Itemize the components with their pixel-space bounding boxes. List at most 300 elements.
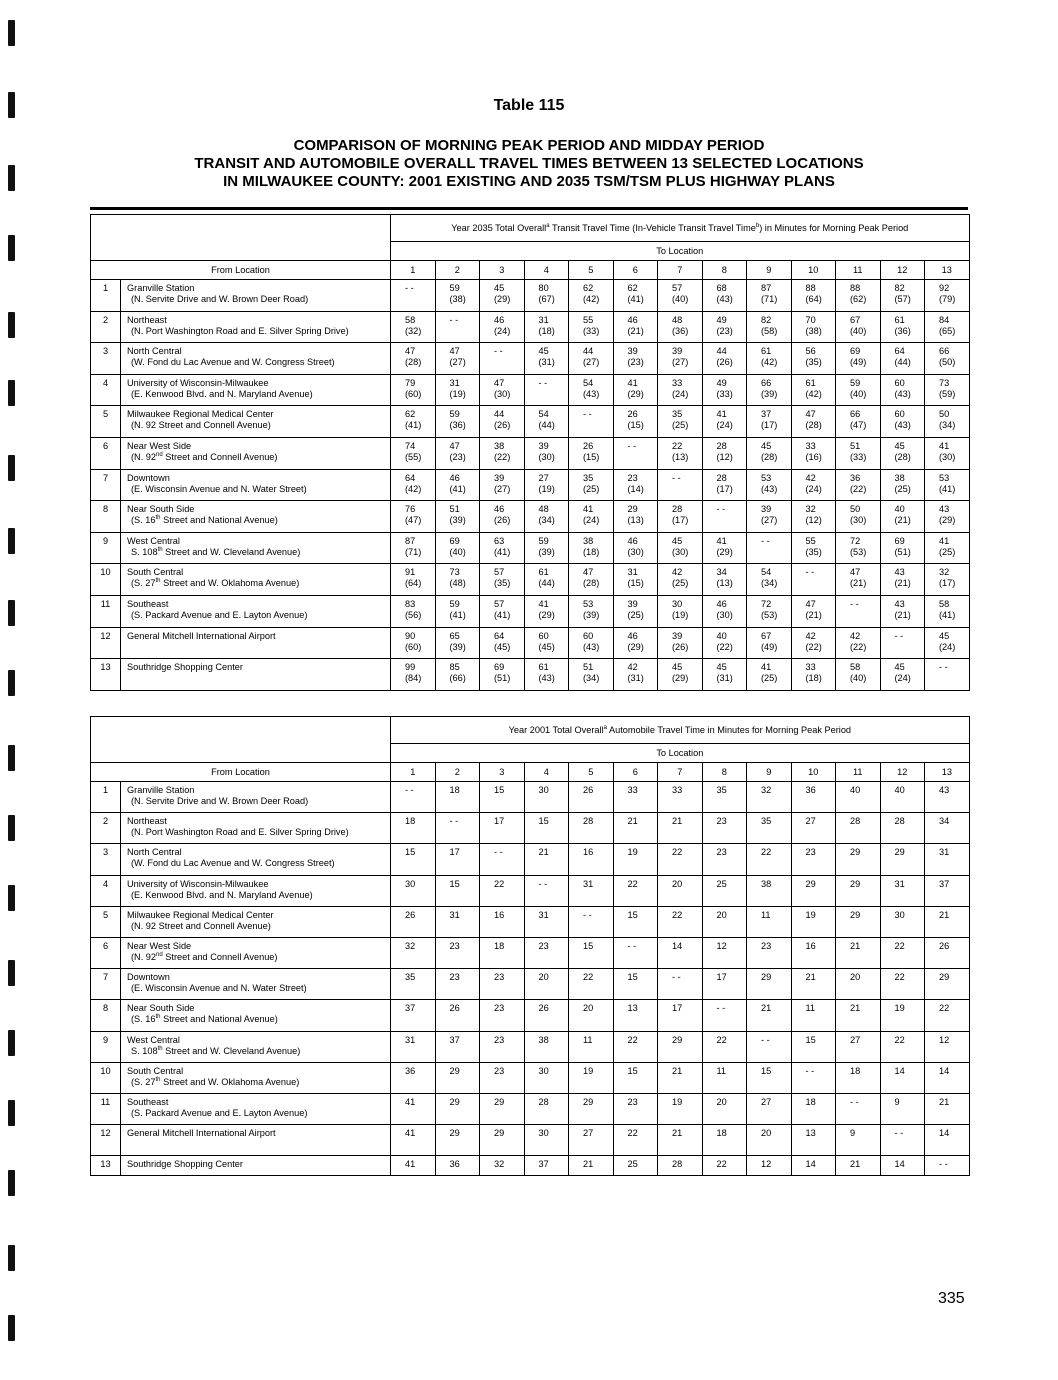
travel-time-cell <box>791 374 836 406</box>
travel-time-value: 31 <box>627 567 638 578</box>
column-number: 5 <box>569 261 614 280</box>
travel-time-cell <box>391 937 436 968</box>
location-title: Downtown <box>127 472 170 483</box>
travel-time-value: 39 <box>672 346 683 357</box>
in-vehicle-time-value: (55) <box>405 451 422 462</box>
in-vehicle-time-value: (35) <box>805 546 822 557</box>
in-vehicle-time-value: (57) <box>894 294 911 304</box>
travel-time-cell <box>569 469 614 501</box>
travel-time-cell <box>925 844 970 875</box>
travel-time-value: 45 <box>939 630 950 641</box>
travel-time-value: 62 <box>405 409 416 420</box>
travel-time-cell <box>880 969 925 1000</box>
binding-mark <box>8 1170 15 1196</box>
in-vehicle-time-value: (28) <box>805 420 822 431</box>
table-row <box>91 595 970 627</box>
travel-time-value: 47 <box>449 346 460 357</box>
travel-time-value: 29 <box>850 878 861 889</box>
travel-time-cell <box>435 1031 480 1062</box>
travel-time-value: 27 <box>538 472 549 483</box>
location-name <box>121 280 391 312</box>
location-title: University of Wisconsin-Milwaukee <box>127 878 269 889</box>
travel-time-value: 51 <box>583 662 594 673</box>
location-detail: (S. 27th Street and W. Oklahoma Avenue) <box>131 578 300 589</box>
in-vehicle-time-value: (26) <box>494 515 511 526</box>
travel-time-value: 21 <box>672 816 683 827</box>
in-vehicle-time-value: (24) <box>583 515 600 526</box>
travel-time-value: 69 <box>894 535 905 546</box>
travel-time-cell <box>702 280 747 312</box>
location-title: University of Wisconsin-Milwaukee <box>127 377 269 388</box>
travel-time-cell <box>391 875 436 906</box>
travel-time-cell <box>435 374 480 406</box>
travel-time-value: 22 <box>716 1159 727 1170</box>
travel-time-value: 64 <box>894 346 905 357</box>
in-vehicle-time-value: (47) <box>405 515 422 526</box>
travel-time-value: 35 <box>405 972 416 983</box>
travel-time-cell <box>702 501 747 533</box>
travel-time-value: 31 <box>449 377 460 388</box>
travel-time-cell <box>747 937 792 968</box>
travel-time-value: 69 <box>494 662 505 673</box>
location-name <box>121 1031 391 1062</box>
travel-time-cell <box>747 813 792 844</box>
travel-time-cell <box>836 937 881 968</box>
table-label: Table 115 <box>493 97 565 114</box>
travel-time-cell <box>791 501 836 533</box>
travel-time-cell <box>391 595 436 627</box>
travel-time-cell <box>524 1156 569 1176</box>
in-vehicle-time-value: (31) <box>627 673 644 684</box>
travel-time-value: - - <box>405 283 414 293</box>
in-vehicle-time-value: (43) <box>894 388 911 399</box>
travel-time-cell <box>391 532 436 564</box>
travel-time-cell <box>435 906 480 937</box>
travel-time-value: 18 <box>449 785 460 795</box>
in-vehicle-time-value: (25) <box>894 483 911 494</box>
travel-time-cell <box>791 311 836 343</box>
location-name <box>121 406 391 438</box>
in-vehicle-time-value: (28) <box>894 451 911 462</box>
travel-time-value: 28 <box>538 1096 549 1107</box>
travel-time-value: 20 <box>672 878 683 889</box>
in-vehicle-time-value: (22) <box>850 483 867 494</box>
travel-time-value: 47 <box>494 377 505 388</box>
travel-time-cell <box>747 1156 792 1176</box>
in-vehicle-time-value: (41) <box>939 483 956 494</box>
travel-time-value: 67 <box>850 314 861 325</box>
travel-time-cell <box>880 813 925 844</box>
column-number: 8 <box>702 261 747 280</box>
travel-time-cell <box>658 469 703 501</box>
travel-time-value: 61 <box>538 567 549 578</box>
travel-time-cell <box>747 343 792 375</box>
travel-time-value: 38 <box>894 472 905 483</box>
travel-time-cell <box>880 564 925 596</box>
table-row <box>91 844 970 875</box>
travel-time-value: 19 <box>583 1065 594 1076</box>
travel-time-value: 22 <box>761 847 772 858</box>
travel-time-value: 36 <box>449 1159 460 1170</box>
travel-time-value: 14 <box>805 1159 816 1170</box>
travel-time-value: 30 <box>672 598 683 609</box>
travel-time-cell <box>747 374 792 406</box>
location-detail: (S. 27th Street and W. Oklahoma Avenue) <box>131 1076 300 1087</box>
travel-time-cell <box>791 875 836 906</box>
travel-time-cell <box>613 1031 658 1062</box>
travel-time-value: 28 <box>672 504 683 515</box>
in-vehicle-time-value: (29) <box>716 546 733 557</box>
travel-time-value: 53 <box>939 472 950 483</box>
column-number: 5 <box>569 763 614 782</box>
in-vehicle-time-value: (22) <box>805 641 822 652</box>
travel-time-value: 22 <box>494 878 505 889</box>
travel-time-value: 54 <box>538 409 549 420</box>
travel-time-cell <box>480 1125 525 1156</box>
travel-time-cell <box>791 1156 836 1176</box>
column-header-row <box>91 261 970 280</box>
in-vehicle-time-value: (41) <box>405 420 422 431</box>
travel-time-value: 69 <box>449 535 460 546</box>
table-row <box>91 782 970 813</box>
location-detail: (S. Packard Avenue and E. Layton Avenue) <box>131 1107 308 1118</box>
travel-time-cell <box>658 1125 703 1156</box>
travel-time-cell <box>480 627 525 659</box>
from-location-header: From Location <box>91 763 391 782</box>
location-name <box>121 343 391 375</box>
row-number: 4 <box>91 374 121 406</box>
travel-time-value: 63 <box>494 535 505 546</box>
travel-time-value: 51 <box>449 504 460 515</box>
travel-time-cell <box>480 813 525 844</box>
travel-time-value: - - <box>894 1128 904 1139</box>
in-vehicle-time-value: (31) <box>538 357 555 368</box>
in-vehicle-time-value: (65) <box>939 325 956 336</box>
travel-time-value: 61 <box>894 314 905 325</box>
location-name <box>121 906 391 937</box>
travel-time-value: 41 <box>583 504 594 515</box>
binding-mark <box>8 745 15 771</box>
travel-time-cell <box>524 1031 569 1062</box>
travel-time-cell <box>391 1031 436 1062</box>
in-vehicle-time-value: (34) <box>538 515 555 526</box>
travel-time-value: 23 <box>494 1065 505 1076</box>
location-detail: (N. Servite Drive and W. Brown Deer Road) <box>131 796 309 806</box>
travel-time-cell <box>702 813 747 844</box>
in-vehicle-time-value: (60) <box>405 641 422 652</box>
travel-time-cell <box>791 280 836 312</box>
travel-time-value: 41 <box>939 440 950 451</box>
travel-time-value: 20 <box>850 972 861 983</box>
row-number: 11 <box>91 1093 121 1124</box>
travel-time-cell <box>480 343 525 375</box>
travel-time-value: 28 <box>850 816 861 827</box>
travel-time-cell <box>880 627 925 659</box>
travel-time-cell <box>613 532 658 564</box>
location-detail: (W. Fond du Lac Avenue and W. Congress Street) <box>131 357 335 368</box>
travel-time-cell <box>524 782 569 813</box>
travel-time-cell <box>391 627 436 659</box>
travel-time-value: - - <box>716 504 726 515</box>
travel-time-value: 15 <box>494 785 505 795</box>
travel-time-cell <box>435 659 480 691</box>
location-title: Milwaukee Regional Medical Center <box>127 909 274 920</box>
travel-time-cell <box>880 595 925 627</box>
travel-time-value: 29 <box>805 878 816 889</box>
in-vehicle-time-value: (45) <box>538 641 555 652</box>
travel-time-cell <box>880 311 925 343</box>
in-vehicle-time-value: (27) <box>583 357 600 368</box>
travel-time-cell <box>435 532 480 564</box>
in-vehicle-time-value: (40) <box>850 673 867 684</box>
travel-time-cell <box>613 469 658 501</box>
binding-mark <box>8 815 15 841</box>
travel-time-value: 18 <box>405 816 416 827</box>
binding-mark <box>8 670 15 696</box>
travel-time-cell <box>702 844 747 875</box>
in-vehicle-time-value: (43) <box>716 294 733 304</box>
travel-time-cell <box>702 311 747 343</box>
location-title: Southeast <box>127 1096 169 1107</box>
travel-time-cell <box>702 937 747 968</box>
travel-time-cell <box>658 627 703 659</box>
travel-time-cell <box>480 374 525 406</box>
travel-time-value: 37 <box>449 1034 460 1045</box>
in-vehicle-time-value: (12) <box>805 515 822 526</box>
table-row <box>91 406 970 438</box>
travel-time-cell <box>435 1125 480 1156</box>
travel-time-value: 37 <box>405 1003 416 1014</box>
in-vehicle-time-value: (24) <box>805 483 822 494</box>
in-vehicle-time-value: (48) <box>449 578 466 589</box>
location-name <box>121 311 391 343</box>
column-number: 3 <box>480 763 525 782</box>
travel-time-cell <box>880 1125 925 1156</box>
travel-time-value: 45 <box>538 346 549 357</box>
travel-time-cell <box>435 343 480 375</box>
travel-time-cell <box>435 1000 480 1031</box>
travel-time-value: 36 <box>850 472 861 483</box>
travel-time-cell <box>791 844 836 875</box>
travel-time-cell <box>658 1062 703 1093</box>
travel-time-value: - - <box>805 567 815 578</box>
travel-time-cell <box>925 1156 970 1176</box>
travel-time-value: 31 <box>583 878 594 889</box>
in-vehicle-time-value: (36) <box>672 325 689 336</box>
in-vehicle-time-value: (64) <box>805 294 822 304</box>
travel-time-value: 59 <box>449 409 460 420</box>
column-number: 10 <box>791 261 836 280</box>
travel-time-value: 59 <box>850 377 861 388</box>
in-vehicle-time-value: (34) <box>583 673 600 684</box>
table-row <box>91 1000 970 1031</box>
row-number: 3 <box>91 343 121 375</box>
travel-time-cell <box>524 343 569 375</box>
travel-time-cell <box>569 627 614 659</box>
travel-time-cell <box>524 937 569 968</box>
row-number: 13 <box>91 659 121 691</box>
travel-time-cell <box>613 595 658 627</box>
travel-time-value: 62 <box>627 283 638 293</box>
travel-time-value: - - <box>627 440 637 451</box>
in-vehicle-time-value: (15) <box>583 451 600 462</box>
travel-time-value: 60 <box>583 630 594 641</box>
location-detail: (N. 92nd Street and Connell Avenue) <box>131 951 278 962</box>
travel-time-cell <box>524 595 569 627</box>
in-vehicle-time-value: (30) <box>538 451 555 462</box>
travel-time-cell <box>569 937 614 968</box>
travel-time-value: 59 <box>538 535 549 546</box>
table-title-row <box>91 717 970 744</box>
travel-time-cell <box>613 844 658 875</box>
travel-time-cell <box>836 782 881 813</box>
in-vehicle-time-value: (25) <box>939 546 956 557</box>
travel-time-cell <box>925 406 970 438</box>
location-name <box>121 1093 391 1124</box>
in-vehicle-time-value: (39) <box>761 388 778 399</box>
travel-time-value: - - <box>761 1034 770 1045</box>
location-name <box>121 1125 391 1156</box>
travel-time-value: 9 <box>894 1096 900 1107</box>
table-row <box>91 659 970 691</box>
travel-time-value: 21 <box>850 1003 861 1014</box>
heading-line: TRANSIT AND AUTOMOBILE OVERALL TRAVEL TIMES BETWEEN 13 SELECTED LOCATIONS <box>194 155 864 172</box>
travel-time-value: 23 <box>494 972 505 983</box>
travel-time-cell <box>658 906 703 937</box>
in-vehicle-time-value: (33) <box>850 451 867 462</box>
travel-time-value: 9 <box>850 1128 856 1139</box>
in-vehicle-time-value: (40) <box>850 388 867 399</box>
travel-time-cell <box>791 937 836 968</box>
in-vehicle-time-value: (40) <box>449 546 466 557</box>
location-title: Granville Station <box>127 785 195 795</box>
in-vehicle-time-value: (21) <box>805 609 822 620</box>
page-number: 335 <box>938 1290 965 1307</box>
travel-time-value: 22 <box>939 1003 950 1014</box>
travel-time-cell <box>524 969 569 1000</box>
travel-time-value: 38 <box>538 1034 549 1045</box>
travel-time-cell <box>391 374 436 406</box>
travel-time-value: 45 <box>894 662 905 673</box>
travel-time-value: 14 <box>894 1065 905 1076</box>
travel-time-value: 16 <box>583 847 594 858</box>
in-vehicle-time-value: (21) <box>894 609 911 620</box>
travel-time-cell <box>702 437 747 469</box>
travel-time-value: 20 <box>538 972 549 983</box>
travel-time-value: 29 <box>850 847 861 858</box>
travel-time-value: 28 <box>672 1159 683 1170</box>
travel-time-cell <box>524 1093 569 1124</box>
location-name <box>121 813 391 844</box>
travel-time-cell <box>658 374 703 406</box>
in-vehicle-time-value: (34) <box>761 578 778 589</box>
travel-time-cell <box>836 906 881 937</box>
in-vehicle-time-value: (29) <box>538 609 555 620</box>
travel-time-value: 28 <box>583 816 594 827</box>
travel-time-value: 83 <box>405 598 416 609</box>
travel-time-value: 35 <box>716 785 727 795</box>
travel-time-value: 47 <box>805 598 816 609</box>
table-row <box>91 875 970 906</box>
travel-time-value: 37 <box>761 409 772 420</box>
travel-time-value: 90 <box>405 630 416 641</box>
in-vehicle-time-value: (30) <box>672 546 689 557</box>
location-title: North Central <box>127 847 182 858</box>
travel-time-value: 40 <box>894 504 905 515</box>
travel-time-cell <box>880 532 925 564</box>
travel-time-value: 19 <box>672 1096 683 1107</box>
travel-time-value: 29 <box>449 1065 460 1076</box>
travel-time-cell <box>747 501 792 533</box>
travel-time-value: 21 <box>939 1096 950 1107</box>
travel-time-value: 32 <box>939 567 950 578</box>
travel-time-cell <box>480 875 525 906</box>
travel-time-value: 27 <box>761 1096 772 1107</box>
table-row <box>91 1031 970 1062</box>
in-vehicle-time-value: (21) <box>894 515 911 526</box>
travel-time-cell <box>925 469 970 501</box>
row-number: 12 <box>91 627 121 659</box>
travel-time-cell <box>391 406 436 438</box>
travel-time-value: 22 <box>627 878 638 889</box>
travel-time-cell <box>524 406 569 438</box>
travel-time-cell <box>791 906 836 937</box>
location-name <box>121 1156 391 1176</box>
binding-mark <box>8 235 15 261</box>
travel-time-value: 28 <box>716 440 727 451</box>
travel-time-value: 15 <box>627 1065 638 1076</box>
in-vehicle-time-value: (38) <box>449 294 466 304</box>
travel-time-cell <box>480 280 525 312</box>
in-vehicle-time-value: (39) <box>449 641 466 652</box>
travel-time-cell <box>702 564 747 596</box>
travel-time-cell <box>925 969 970 1000</box>
binding-mark <box>8 528 15 554</box>
travel-time-cell <box>791 659 836 691</box>
travel-time-cell <box>836 532 881 564</box>
in-vehicle-time-value: (33) <box>583 325 600 336</box>
in-vehicle-time-value: (15) <box>627 420 644 431</box>
travel-time-cell <box>480 844 525 875</box>
location-title: Near South Side <box>127 1003 195 1014</box>
travel-time-value: - - <box>449 314 459 325</box>
travel-time-cell <box>658 311 703 343</box>
location-title: General Mitchell International Airport <box>127 630 276 641</box>
table-row <box>91 1093 970 1124</box>
travel-time-value: 43 <box>894 598 905 609</box>
row-number: 5 <box>91 906 121 937</box>
travel-time-cell <box>569 844 614 875</box>
travel-time-cell <box>702 469 747 501</box>
travel-time-cell <box>658 406 703 438</box>
travel-time-cell <box>480 406 525 438</box>
in-vehicle-time-value: (26) <box>672 641 689 652</box>
column-number: 2 <box>435 261 480 280</box>
travel-time-cell <box>391 1062 436 1093</box>
row-number: 9 <box>91 532 121 564</box>
travel-time-value: 29 <box>939 972 950 983</box>
location-name <box>121 969 391 1000</box>
travel-time-value: 15 <box>449 878 460 889</box>
travel-time-cell <box>658 1031 703 1062</box>
travel-time-value: 58 <box>939 598 950 609</box>
row-number: 9 <box>91 1031 121 1062</box>
travel-time-value: 47 <box>405 346 416 357</box>
in-vehicle-time-value: (53) <box>761 609 778 620</box>
location-detail: (N. Port Washington Road and E. Silver Spring Drive) <box>131 325 349 336</box>
in-vehicle-time-value: (67) <box>538 294 555 304</box>
travel-time-value: - - <box>894 630 904 641</box>
